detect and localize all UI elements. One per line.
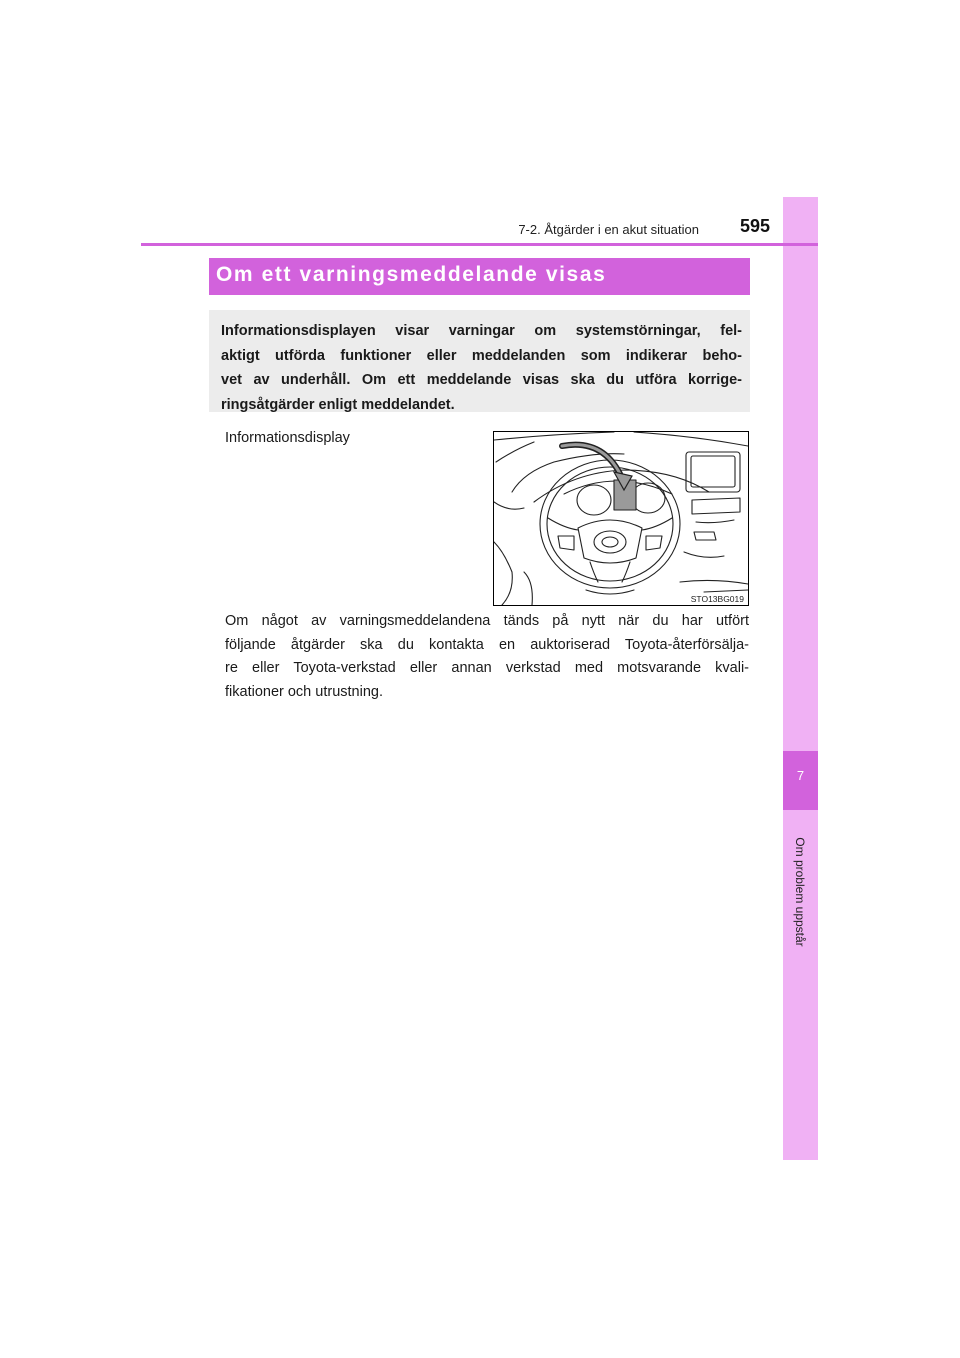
- section-path: 7-2. Åtgärder i en akut situation: [518, 222, 699, 237]
- body-paragraph: [225, 610, 749, 704]
- dashboard-illustration: [493, 431, 749, 606]
- steering-wheel-dashboard-drawing: [494, 432, 748, 605]
- section-title: Om ett varningsmeddelande visas: [216, 263, 607, 286]
- body-line: fikationer och utrustning.: [225, 683, 383, 700]
- body-line: re eller Toyota-verkstad eller annan verkstad med motsvarande kvali-: [225, 660, 749, 676]
- summary-line: Informationsdisplayen visar varningar om systemstörningar, fel-: [221, 323, 742, 339]
- page-number: 595: [740, 216, 771, 236]
- header-rule: [141, 243, 818, 246]
- chapter-side-tab: [783, 197, 818, 1160]
- summary-line: aktigt utförda funktioner eller meddelanden som indikerar beho-: [221, 347, 742, 364]
- summary-box: [209, 310, 750, 412]
- chapter-number: 7: [796, 768, 805, 783]
- body-line: följande åtgärder ska du kontakta en auktoriserad Toyota-återförsälja-: [225, 636, 749, 653]
- figure-label: Informationsdisplay: [225, 430, 350, 446]
- figure-code: STO13BG019: [690, 594, 744, 604]
- body-line: Om något av varningsmeddelandena tänds på nytt när du har utfört: [225, 613, 749, 629]
- summary-line: ringsåtgärder enligt meddelandet.: [221, 396, 455, 413]
- chapter-title-vertical: Om problem uppstår: [793, 837, 807, 947]
- summary-line: vet av underhåll. Om ett meddelande visas ska du utföra korrige-: [221, 372, 742, 388]
